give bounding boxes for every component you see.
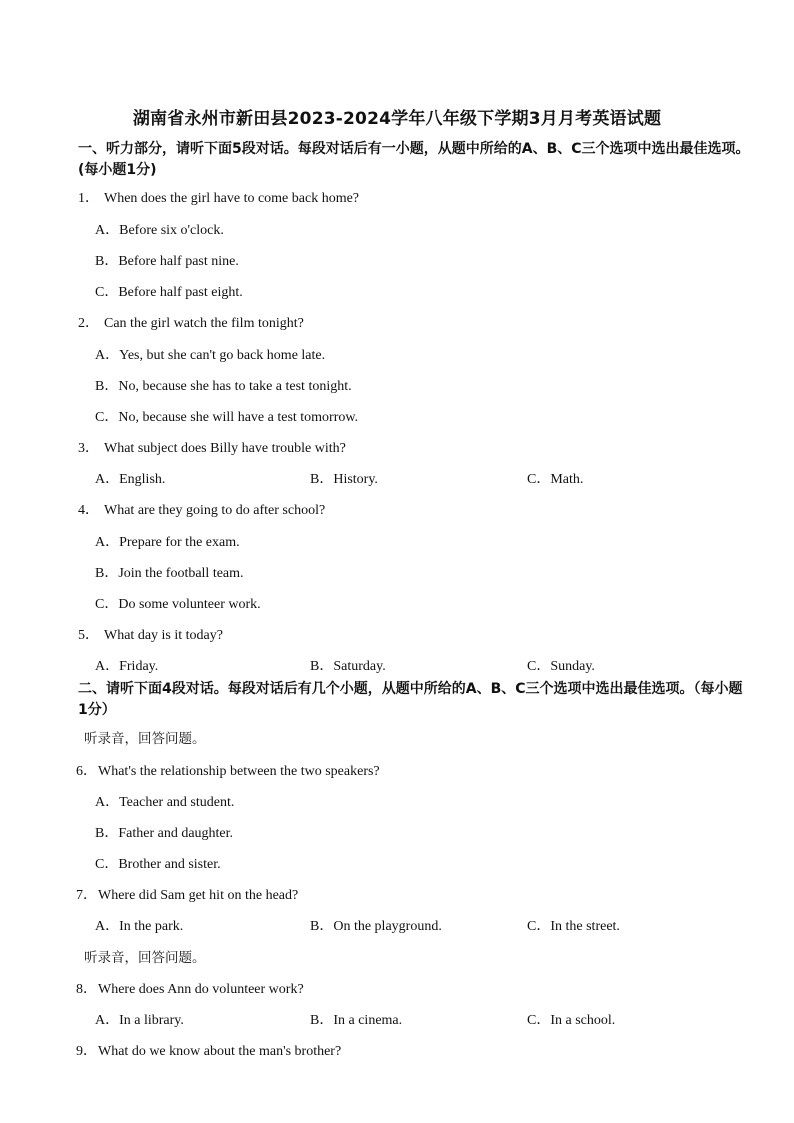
option: B．No, because she has to take a test tonight.	[95, 379, 352, 394]
question-text: Can the girl watch the film tonight?	[104, 316, 304, 331]
question-number: 8．	[76, 982, 97, 997]
question-text: What day is it today?	[104, 628, 223, 643]
section2-heading: 二、请听下面4段对话。每段对话后有几个小题，从题中所给的A、B、C三个选项中选出最佳选项。（每小题1分）	[78, 681, 743, 718]
question-number: 4．	[78, 503, 99, 518]
question-1	[78, 187, 359, 207]
question-9	[76, 1040, 341, 1060]
option: A．Prepare for the exam.	[95, 535, 240, 550]
question-number: 6．	[76, 764, 97, 779]
option: A．English.	[95, 472, 166, 487]
option: C．Do some volunteer work.	[95, 597, 261, 612]
question-text: What do we know about the man's brother?	[98, 1044, 342, 1059]
listening-instruction: 听录音，回答问题。	[84, 731, 206, 747]
question-text: What's the relationship between the two speakers?	[98, 764, 380, 779]
question-4	[78, 499, 325, 519]
section1-heading: 一、听力部分，请听下面5段对话。每段对话后有一小题，从题中所给的A、B、C三个选项中选出最佳选项。(每小题1分)	[78, 141, 750, 178]
option: A．In the park.	[95, 919, 184, 934]
option: A．Yes, but she can't go back home late.	[95, 348, 326, 363]
option: B．Saturday.	[310, 659, 386, 674]
option: C．Brother and sister.	[95, 857, 221, 872]
option: C．Sunday.	[527, 659, 595, 674]
option: B．On the playground.	[310, 919, 442, 934]
question-number: 3．	[78, 441, 99, 456]
option: C．Math.	[527, 472, 584, 487]
option: A．Teacher and student.	[95, 795, 235, 810]
question-5	[78, 624, 223, 644]
option: B．In a cinema.	[310, 1013, 403, 1028]
option: B．Before half past nine.	[95, 254, 239, 269]
question-text: What subject does Billy have trouble with?	[104, 441, 346, 456]
option: C．In a school.	[527, 1013, 616, 1028]
option: C．Before half past eight.	[95, 285, 243, 300]
option: C．In the street.	[527, 919, 620, 934]
question-8	[76, 978, 304, 998]
page-title: 湖南省永州市新田县2023-2024学年八年级下学期3月月考英语试题	[132, 109, 662, 129]
question-text: What are they going to do after school?	[104, 503, 326, 518]
question-3	[78, 437, 346, 457]
question-number: 7．	[76, 888, 97, 903]
question-number: 5．	[78, 628, 99, 643]
option: B．History.	[310, 472, 378, 487]
question-text: Where does Ann do volunteer work?	[98, 982, 304, 997]
option: A．Before six o'clock.	[95, 223, 224, 238]
listening-instruction: 听录音，回答问题。	[84, 950, 206, 966]
question-7	[76, 884, 298, 904]
option: C．No, because she will have a test tomorrow.	[95, 410, 359, 425]
question-text: Where did Sam get hit on the head?	[98, 888, 299, 903]
option: B．Father and daughter.	[95, 826, 234, 841]
question-number: 1．	[78, 191, 99, 206]
question-2	[78, 312, 304, 332]
question-number: 9．	[76, 1044, 97, 1059]
option: A．In a library.	[95, 1013, 184, 1028]
question-6	[76, 760, 380, 780]
question-text: When does the girl have to come back home?	[104, 191, 360, 206]
option: A．Friday.	[95, 659, 159, 674]
option: B．Join the football team.	[95, 566, 244, 581]
question-number: 2．	[78, 316, 99, 331]
